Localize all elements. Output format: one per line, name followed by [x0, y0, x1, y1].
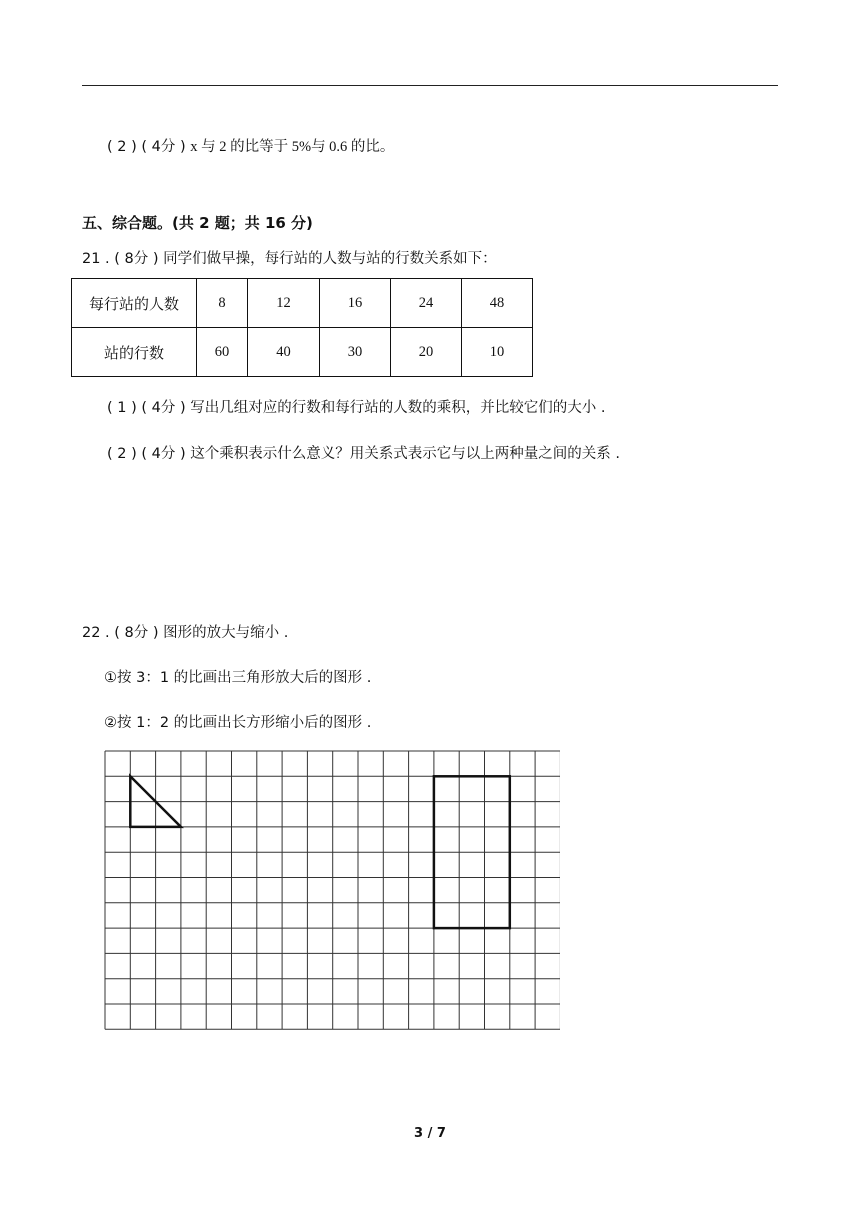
- row1-cell: 8: [197, 279, 248, 328]
- table-row: [72, 279, 533, 328]
- row1-cell: 12: [248, 279, 320, 328]
- q20-part2-label: ( 2 ) ( 4分 ): [107, 139, 186, 155]
- row1-label: 每行站的人数: [72, 279, 197, 328]
- q20-part2: [107, 135, 394, 156]
- row1-cell: 48: [462, 279, 533, 328]
- q21-part2: ( 2 ) ( 4分 ) 这个乘积表示什么意义？用关系式表示它与以上两种量之间的关系 .: [107, 446, 620, 462]
- q22-item1: ①按 3：1 的比画出三角形放大后的图形 .: [104, 670, 372, 686]
- row2-cell: 10: [462, 328, 533, 377]
- header-rule: [82, 85, 778, 86]
- row2-label: 站的行数: [72, 328, 197, 377]
- q20-part2-text: x 与 2 的比等于 5%与 0.6 的比。: [190, 139, 395, 155]
- row2-cell: 40: [248, 328, 320, 377]
- q21-table: [71, 278, 533, 377]
- row2-cell: 60: [197, 328, 248, 377]
- row2-cell: 20: [391, 328, 462, 377]
- table-row: [72, 328, 533, 377]
- row1-cell: 24: [391, 279, 462, 328]
- section-title: 五、综合题。(共 2 题；共 16 分): [82, 214, 313, 232]
- q22-stem: 22 . ( 8分 ) 图形的放大与缩小 .: [82, 625, 289, 641]
- page-number: 3 / 7: [414, 1126, 446, 1141]
- grid-lines: [105, 751, 560, 1029]
- q22-item2: ②按 1：2 的比画出长方形缩小后的图形 .: [104, 715, 372, 731]
- q21-stem: 21 . ( 8分 ) 同学们做早操，每行站的人数与站的行数关系如下：: [82, 251, 497, 267]
- q21-part1: ( 1 ) ( 4分 ) 写出几组对应的行数和每行站的人数的乘积，并比较它们的大小 .: [107, 400, 606, 416]
- row2-cell: 30: [320, 328, 391, 377]
- row1-cell: 16: [320, 279, 391, 328]
- square-grid: [104, 750, 560, 1032]
